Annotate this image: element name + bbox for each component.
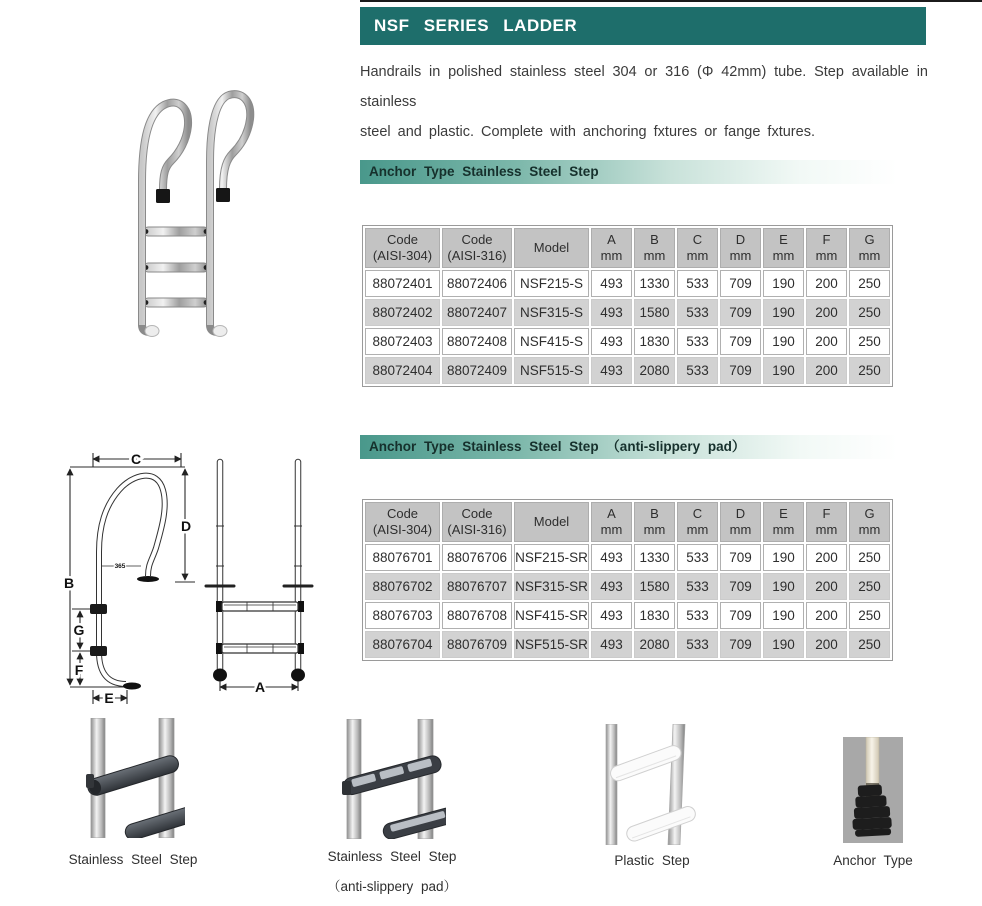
column-header: B mm <box>634 502 675 542</box>
column-header: F mm <box>806 502 847 542</box>
table-cell: 200 <box>806 602 847 629</box>
table-cell: 250 <box>849 573 890 600</box>
table-cell: 88072404 <box>365 357 440 384</box>
table-row <box>365 631 890 658</box>
table-row <box>365 270 890 297</box>
table-cell: 190 <box>763 299 804 326</box>
table-cell: 1330 <box>634 544 675 571</box>
spec-table-2-wrap <box>362 499 893 661</box>
dim-label-c: C <box>130 451 142 467</box>
column-header: A mm <box>591 228 632 268</box>
column-header: A mm <box>591 502 632 542</box>
dim-label-g: G <box>73 622 85 638</box>
table-cell: 1580 <box>634 299 675 326</box>
column-header: C mm <box>677 228 718 268</box>
caption-anchor-type <box>813 846 933 876</box>
diagram-front-view <box>206 462 312 691</box>
table-cell: 200 <box>806 357 847 384</box>
table-cell: 533 <box>677 602 718 629</box>
column-header: E mm <box>763 502 804 542</box>
table-row <box>365 544 890 571</box>
table-cell: 88076703 <box>365 602 440 629</box>
table-cell: 250 <box>849 328 890 355</box>
table-cell: 190 <box>763 573 804 600</box>
table-cell: NSF415-S <box>514 328 589 355</box>
photo-right-handrail <box>210 94 250 336</box>
table-cell: 88076708 <box>442 602 512 629</box>
column-header: Code (AISI-316) <box>442 502 512 542</box>
table-cell: 250 <box>849 357 890 384</box>
column-header: Code (AISI-304) <box>365 228 440 268</box>
table-cell: NSF515-SR <box>514 631 589 658</box>
table-cell: NSF215-S <box>514 270 589 297</box>
figure-plastic-step <box>597 724 703 845</box>
table-header-row <box>365 502 890 542</box>
table-cell: 493 <box>591 270 632 297</box>
table-cell: 2080 <box>634 357 675 384</box>
table-cell: 88072406 <box>442 270 512 297</box>
table-cell: 200 <box>806 270 847 297</box>
table-cell: 88076706 <box>442 544 512 571</box>
table-cell: 533 <box>677 270 718 297</box>
table-cell: 200 <box>806 299 847 326</box>
table-cell: 709 <box>720 328 761 355</box>
dim-note-365: 365 <box>114 563 126 570</box>
spec-table-1-wrap <box>362 225 893 387</box>
table-row <box>365 328 890 355</box>
section-heading-1: Anchor Type Stainless Steel Step <box>360 160 926 184</box>
table-cell: 1580 <box>634 573 675 600</box>
table-cell: 88072401 <box>365 270 440 297</box>
table-row <box>365 602 890 629</box>
dimension-diagram <box>35 438 335 716</box>
table-cell: 88076709 <box>442 631 512 658</box>
table-cell: 493 <box>591 544 632 571</box>
table-cell: 88072403 <box>365 328 440 355</box>
table-cell: 88072408 <box>442 328 512 355</box>
column-header: B mm <box>634 228 675 268</box>
figure-stainless-steel-step <box>82 718 185 838</box>
column-header: G mm <box>849 502 890 542</box>
table-cell: 200 <box>806 573 847 600</box>
caption-plastic-step <box>587 846 717 876</box>
table-cell: 190 <box>763 602 804 629</box>
table-row <box>365 573 890 600</box>
spec-table-1 <box>362 225 893 387</box>
column-header: Model <box>514 502 589 542</box>
table-cell: 200 <box>806 328 847 355</box>
table-cell: 709 <box>720 544 761 571</box>
figure-anti-slippery-step <box>336 719 446 839</box>
table-cell: 1830 <box>634 602 675 629</box>
table-cell: 709 <box>720 602 761 629</box>
table-row <box>365 357 890 384</box>
table-cell: 533 <box>677 573 718 600</box>
table-cell: 493 <box>591 328 632 355</box>
ladder-photo <box>118 82 268 350</box>
table-cell: 88072409 <box>442 357 512 384</box>
table-cell: 200 <box>806 544 847 571</box>
description-line-2: steel and plastic. Complete with anchoring fxtures or fange fxtures. <box>360 124 815 140</box>
table-cell: 190 <box>763 631 804 658</box>
table-cell: 88076702 <box>365 573 440 600</box>
section-heading-2: Anchor Type Stainless Steel Step （anti-slippery pad） <box>360 435 926 459</box>
table-cell: 709 <box>720 270 761 297</box>
table-cell: 2080 <box>634 631 675 658</box>
caption-line: Stainless Steel Step <box>68 852 198 867</box>
table-cell: 250 <box>849 631 890 658</box>
table-cell: 1330 <box>634 270 675 297</box>
table-cell: 709 <box>720 299 761 326</box>
caption-anti-slippery-step <box>314 842 470 902</box>
caption-line: Stainless Steel Step <box>327 849 457 864</box>
table-cell: 88076704 <box>365 631 440 658</box>
table-cell: 709 <box>720 573 761 600</box>
table-cell: 493 <box>591 357 632 384</box>
column-header: Code (AISI-316) <box>442 228 512 268</box>
table-row <box>365 299 890 326</box>
dim-label-d: D <box>180 518 192 534</box>
table-cell: 190 <box>763 544 804 571</box>
photo-steps <box>144 227 209 307</box>
column-header: E mm <box>763 228 804 268</box>
table-cell: 533 <box>677 328 718 355</box>
table-cell: 709 <box>720 357 761 384</box>
table-cell: 533 <box>677 544 718 571</box>
table-cell: NSF515-S <box>514 357 589 384</box>
dim-label-a: A <box>254 679 266 695</box>
table-cell: 493 <box>591 631 632 658</box>
table-cell: 709 <box>720 631 761 658</box>
table-cell: 1830 <box>634 328 675 355</box>
table-cell: 200 <box>806 631 847 658</box>
table-cell: 250 <box>849 602 890 629</box>
table-cell: NSF315-SR <box>514 573 589 600</box>
column-header: G mm <box>849 228 890 268</box>
table-cell: 533 <box>677 299 718 326</box>
column-header: C mm <box>677 502 718 542</box>
page-title: NSF SERIES LADDER <box>360 7 926 45</box>
description-line-1: Handrails in polished stainless steel 304 or 316 (Φ 42mm) tube. Step available in stainless <box>360 64 928 110</box>
table-cell: 493 <box>591 573 632 600</box>
page-top-rule <box>360 0 982 2</box>
figure-anchor-type <box>843 737 903 843</box>
dim-label-e: E <box>104 690 114 706</box>
column-header: F mm <box>806 228 847 268</box>
table-cell: NSF415-SR <box>514 602 589 629</box>
column-header: Model <box>514 228 589 268</box>
caption-line: Anchor Type <box>833 853 913 868</box>
dim-label-b: B <box>63 575 75 591</box>
table-cell: 533 <box>677 631 718 658</box>
column-header: Code (AISI-304) <box>365 502 440 542</box>
spec-table-2 <box>362 499 893 661</box>
table-cell: 190 <box>763 357 804 384</box>
table-cell: 250 <box>849 299 890 326</box>
column-header: D mm <box>720 502 761 542</box>
table-cell: NSF215-SR <box>514 544 589 571</box>
table-cell: 250 <box>849 270 890 297</box>
column-header: D mm <box>720 228 761 268</box>
caption-line: Plastic Step <box>614 853 690 868</box>
product-description <box>360 57 928 147</box>
table-cell: 88072402 <box>365 299 440 326</box>
table-cell: 533 <box>677 357 718 384</box>
table-cell: 88076701 <box>365 544 440 571</box>
caption-line: （anti-slippery pad） <box>326 879 458 894</box>
table-cell: 88076707 <box>442 573 512 600</box>
table-header-row <box>365 228 890 268</box>
diagram-side-view <box>90 476 165 690</box>
table-cell: 190 <box>763 270 804 297</box>
table-cell: 493 <box>591 602 632 629</box>
dim-label-f: F <box>74 662 84 678</box>
table-cell: 250 <box>849 544 890 571</box>
caption-stainless-steel-step <box>57 845 209 875</box>
table-cell: 88072407 <box>442 299 512 326</box>
table-cell: 190 <box>763 328 804 355</box>
table-cell: 493 <box>591 299 632 326</box>
table-cell: NSF315-S <box>514 299 589 326</box>
diagram-dim-lines <box>70 453 195 704</box>
